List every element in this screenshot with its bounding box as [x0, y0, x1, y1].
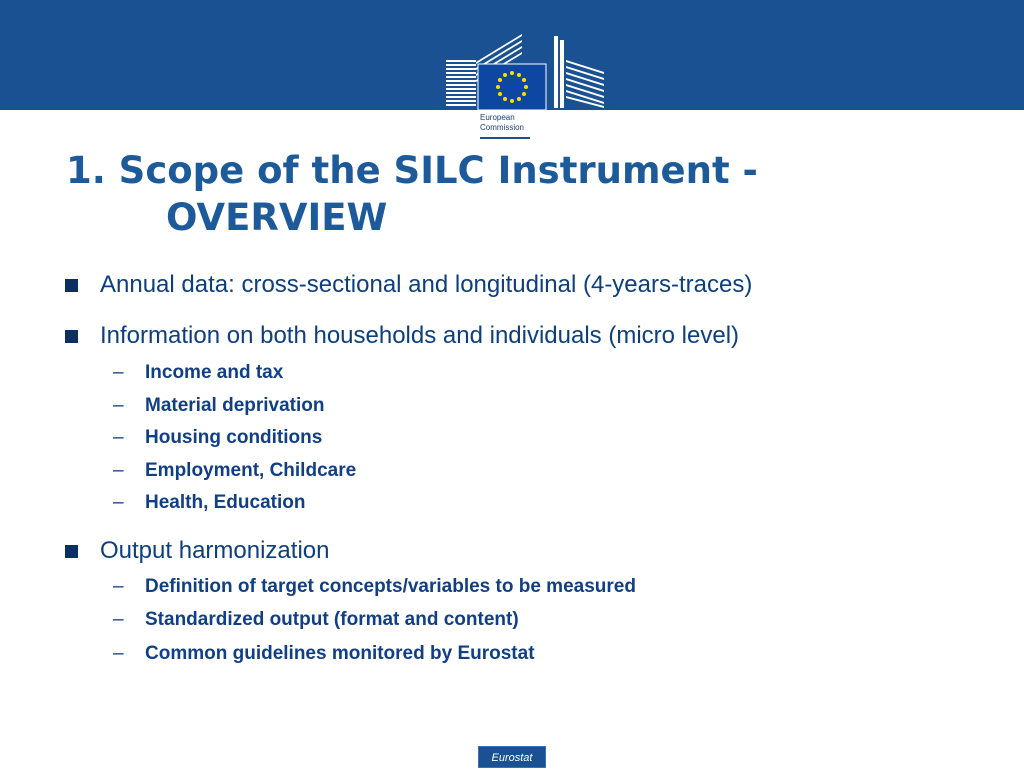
dash-bullet-icon: –: [113, 362, 124, 383]
subitem-text: Standardized output (format and content): [145, 609, 519, 630]
subitem-text: Housing conditions: [145, 427, 323, 448]
bullet-output-harmonization: [65, 537, 329, 565]
square-bullet-icon: [65, 330, 78, 343]
subitem: [113, 460, 356, 482]
slide-title-line1: 1. Scope of the SILC Instrument -: [66, 149, 758, 192]
dash-bullet-icon: –: [113, 427, 124, 448]
bullet-text: Output harmonization: [100, 537, 330, 564]
slide-title-line2: OVERVIEW: [166, 196, 388, 239]
subitem: [113, 395, 325, 417]
subitem-text: Material deprivation: [145, 395, 325, 416]
dash-bullet-icon: –: [113, 460, 124, 481]
subitem-text: Employment, Childcare: [145, 460, 357, 481]
subitem-text: Income and tax: [145, 362, 284, 383]
subitem: [113, 427, 322, 449]
square-bullet-icon: [65, 545, 78, 558]
bullet-information: [65, 322, 739, 350]
bullet-annual-data: [65, 271, 752, 299]
dash-bullet-icon: –: [113, 395, 124, 416]
subitem: [113, 492, 305, 514]
dash-bullet-icon: –: [113, 643, 124, 664]
subitem-text: Definition of target concepts/variables to be measured: [145, 576, 636, 597]
dash-bullet-icon: –: [113, 609, 124, 630]
subitem-text: Common guidelines monitored by Eurostat: [145, 643, 535, 664]
subitem: [113, 609, 519, 631]
bullet-text: Information on both households and individuals (micro level): [100, 322, 740, 349]
dash-bullet-icon: –: [113, 492, 124, 513]
subitem-text: Health, Education: [145, 492, 306, 513]
subitem: [113, 576, 636, 598]
dash-bullet-icon: –: [113, 576, 124, 597]
bullet-text: Annual data: cross-sectional and longitudinal (4-years-traces): [100, 271, 753, 298]
subitem: [113, 362, 283, 384]
logo-text-line2: Commission: [480, 123, 525, 132]
square-bullet-icon: [65, 279, 78, 292]
subitem: [113, 643, 535, 665]
logo-text-line1: European: [480, 113, 515, 122]
eurostat-footer-badge: Eurostat: [478, 746, 546, 768]
